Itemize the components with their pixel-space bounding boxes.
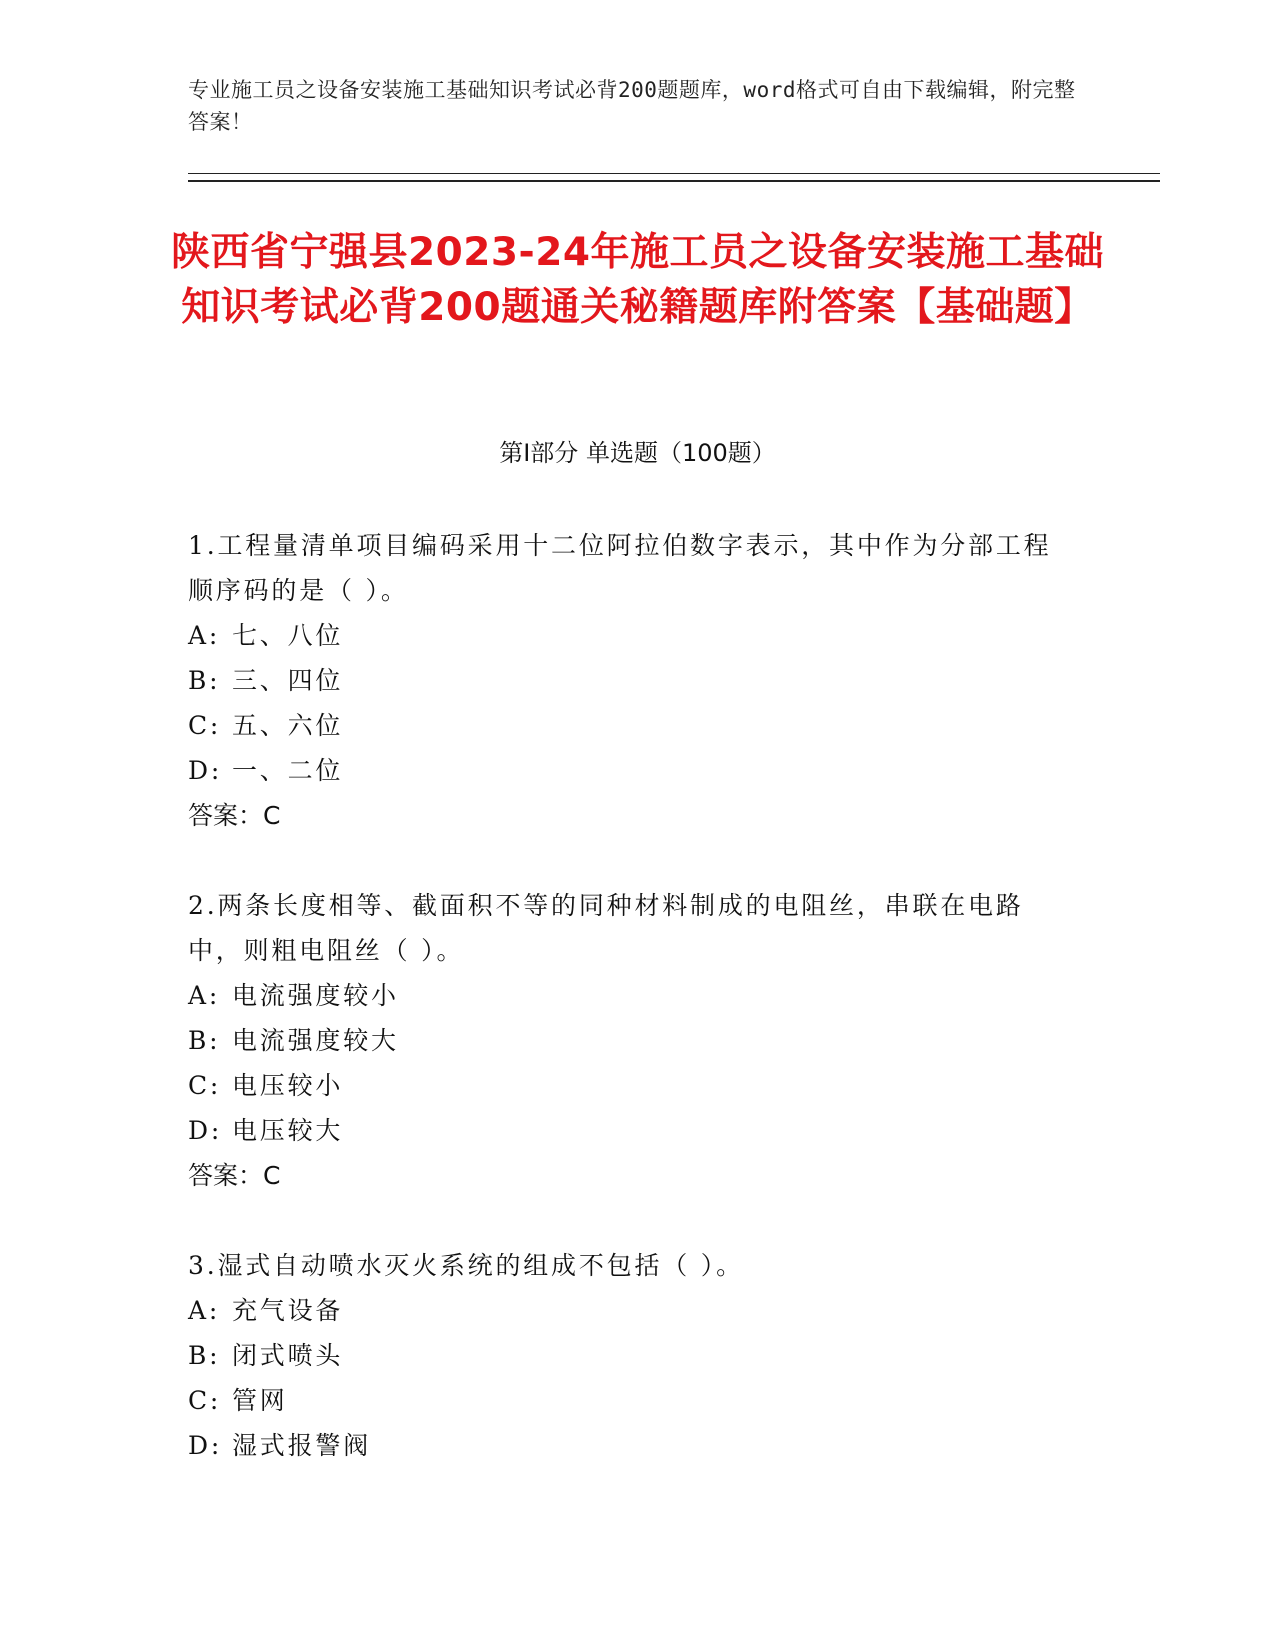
option-letter: A: [188, 981, 221, 1010]
question-stem: 2.两条长度相等、截面积不等的同种材料制成的电阻丝，串联在电路中，则粗电阻丝（ ）。 [188, 891, 1024, 965]
option-letter: B: [188, 1341, 221, 1370]
option-b [188, 1018, 1068, 1063]
answer-line [188, 793, 1068, 838]
option-text: 电流强度较小 [232, 981, 399, 1010]
option-text: 三、四位 [232, 666, 344, 695]
option-c [188, 1063, 1068, 1108]
option-letter: B: [188, 666, 221, 695]
option-letter: D: [188, 756, 223, 785]
document-title: 陕西省宁强县2023-24年施工员之设备安装施工基础知识考试必背200题通关秘籍题库附答案【基础题】 [170, 230, 1104, 330]
option-text: 湿式报警阀 [232, 1431, 372, 1460]
option-text: 管网 [232, 1386, 288, 1415]
answer-line [188, 1153, 1068, 1198]
question-3 [188, 1243, 1068, 1468]
option-text: 电压较大 [232, 1116, 344, 1145]
option-a [188, 1288, 1068, 1333]
option-letter: A: [188, 1296, 221, 1325]
option-letter: C: [188, 1386, 222, 1415]
option-letter: C: [188, 711, 222, 740]
section-heading: 第Ⅰ部分 单选题（100题） [499, 439, 776, 467]
header-note: 专业施工员之设备安装施工基础知识考试必背200题题库，word格式可自由下载编辑，附完整答案！ [188, 78, 1076, 134]
question-1 [188, 523, 1068, 838]
option-letter: A: [188, 621, 221, 650]
option-b [188, 1333, 1068, 1378]
option-text: 五、六位 [232, 711, 344, 740]
option-a [188, 613, 1068, 658]
option-text: 充气设备 [232, 1296, 344, 1325]
answer-label: 答案： [188, 1161, 264, 1190]
header-divider-bottom [188, 180, 1160, 182]
option-d [188, 1423, 1068, 1468]
option-c [188, 703, 1068, 748]
option-letter: D: [188, 1431, 223, 1460]
answer-value: C [263, 801, 281, 830]
option-letter: B: [188, 1026, 221, 1055]
option-letter: D: [188, 1116, 223, 1145]
option-text: 电压较小 [232, 1071, 344, 1100]
option-a [188, 973, 1068, 1018]
question-stem: 1.工程量清单项目编码采用十二位阿拉伯数字表示，其中作为分部工程顺序码的是（ ）。 [188, 531, 1052, 605]
option-d [188, 748, 1068, 793]
answer-value: C [263, 1161, 281, 1190]
option-c [188, 1378, 1068, 1423]
answer-label: 答案： [188, 801, 264, 830]
header-divider-top [188, 173, 1160, 174]
option-text: 闭式喷头 [232, 1341, 344, 1370]
option-text: 电流强度较大 [232, 1026, 399, 1055]
option-letter: C: [188, 1071, 222, 1100]
option-text: 一、二位 [232, 756, 344, 785]
question-stem: 3.湿式自动喷水灭火系统的组成不包括（ ）。 [188, 1251, 744, 1280]
option-b [188, 658, 1068, 703]
option-text: 七、八位 [232, 621, 344, 650]
question-2 [188, 883, 1068, 1198]
option-d [188, 1108, 1068, 1153]
